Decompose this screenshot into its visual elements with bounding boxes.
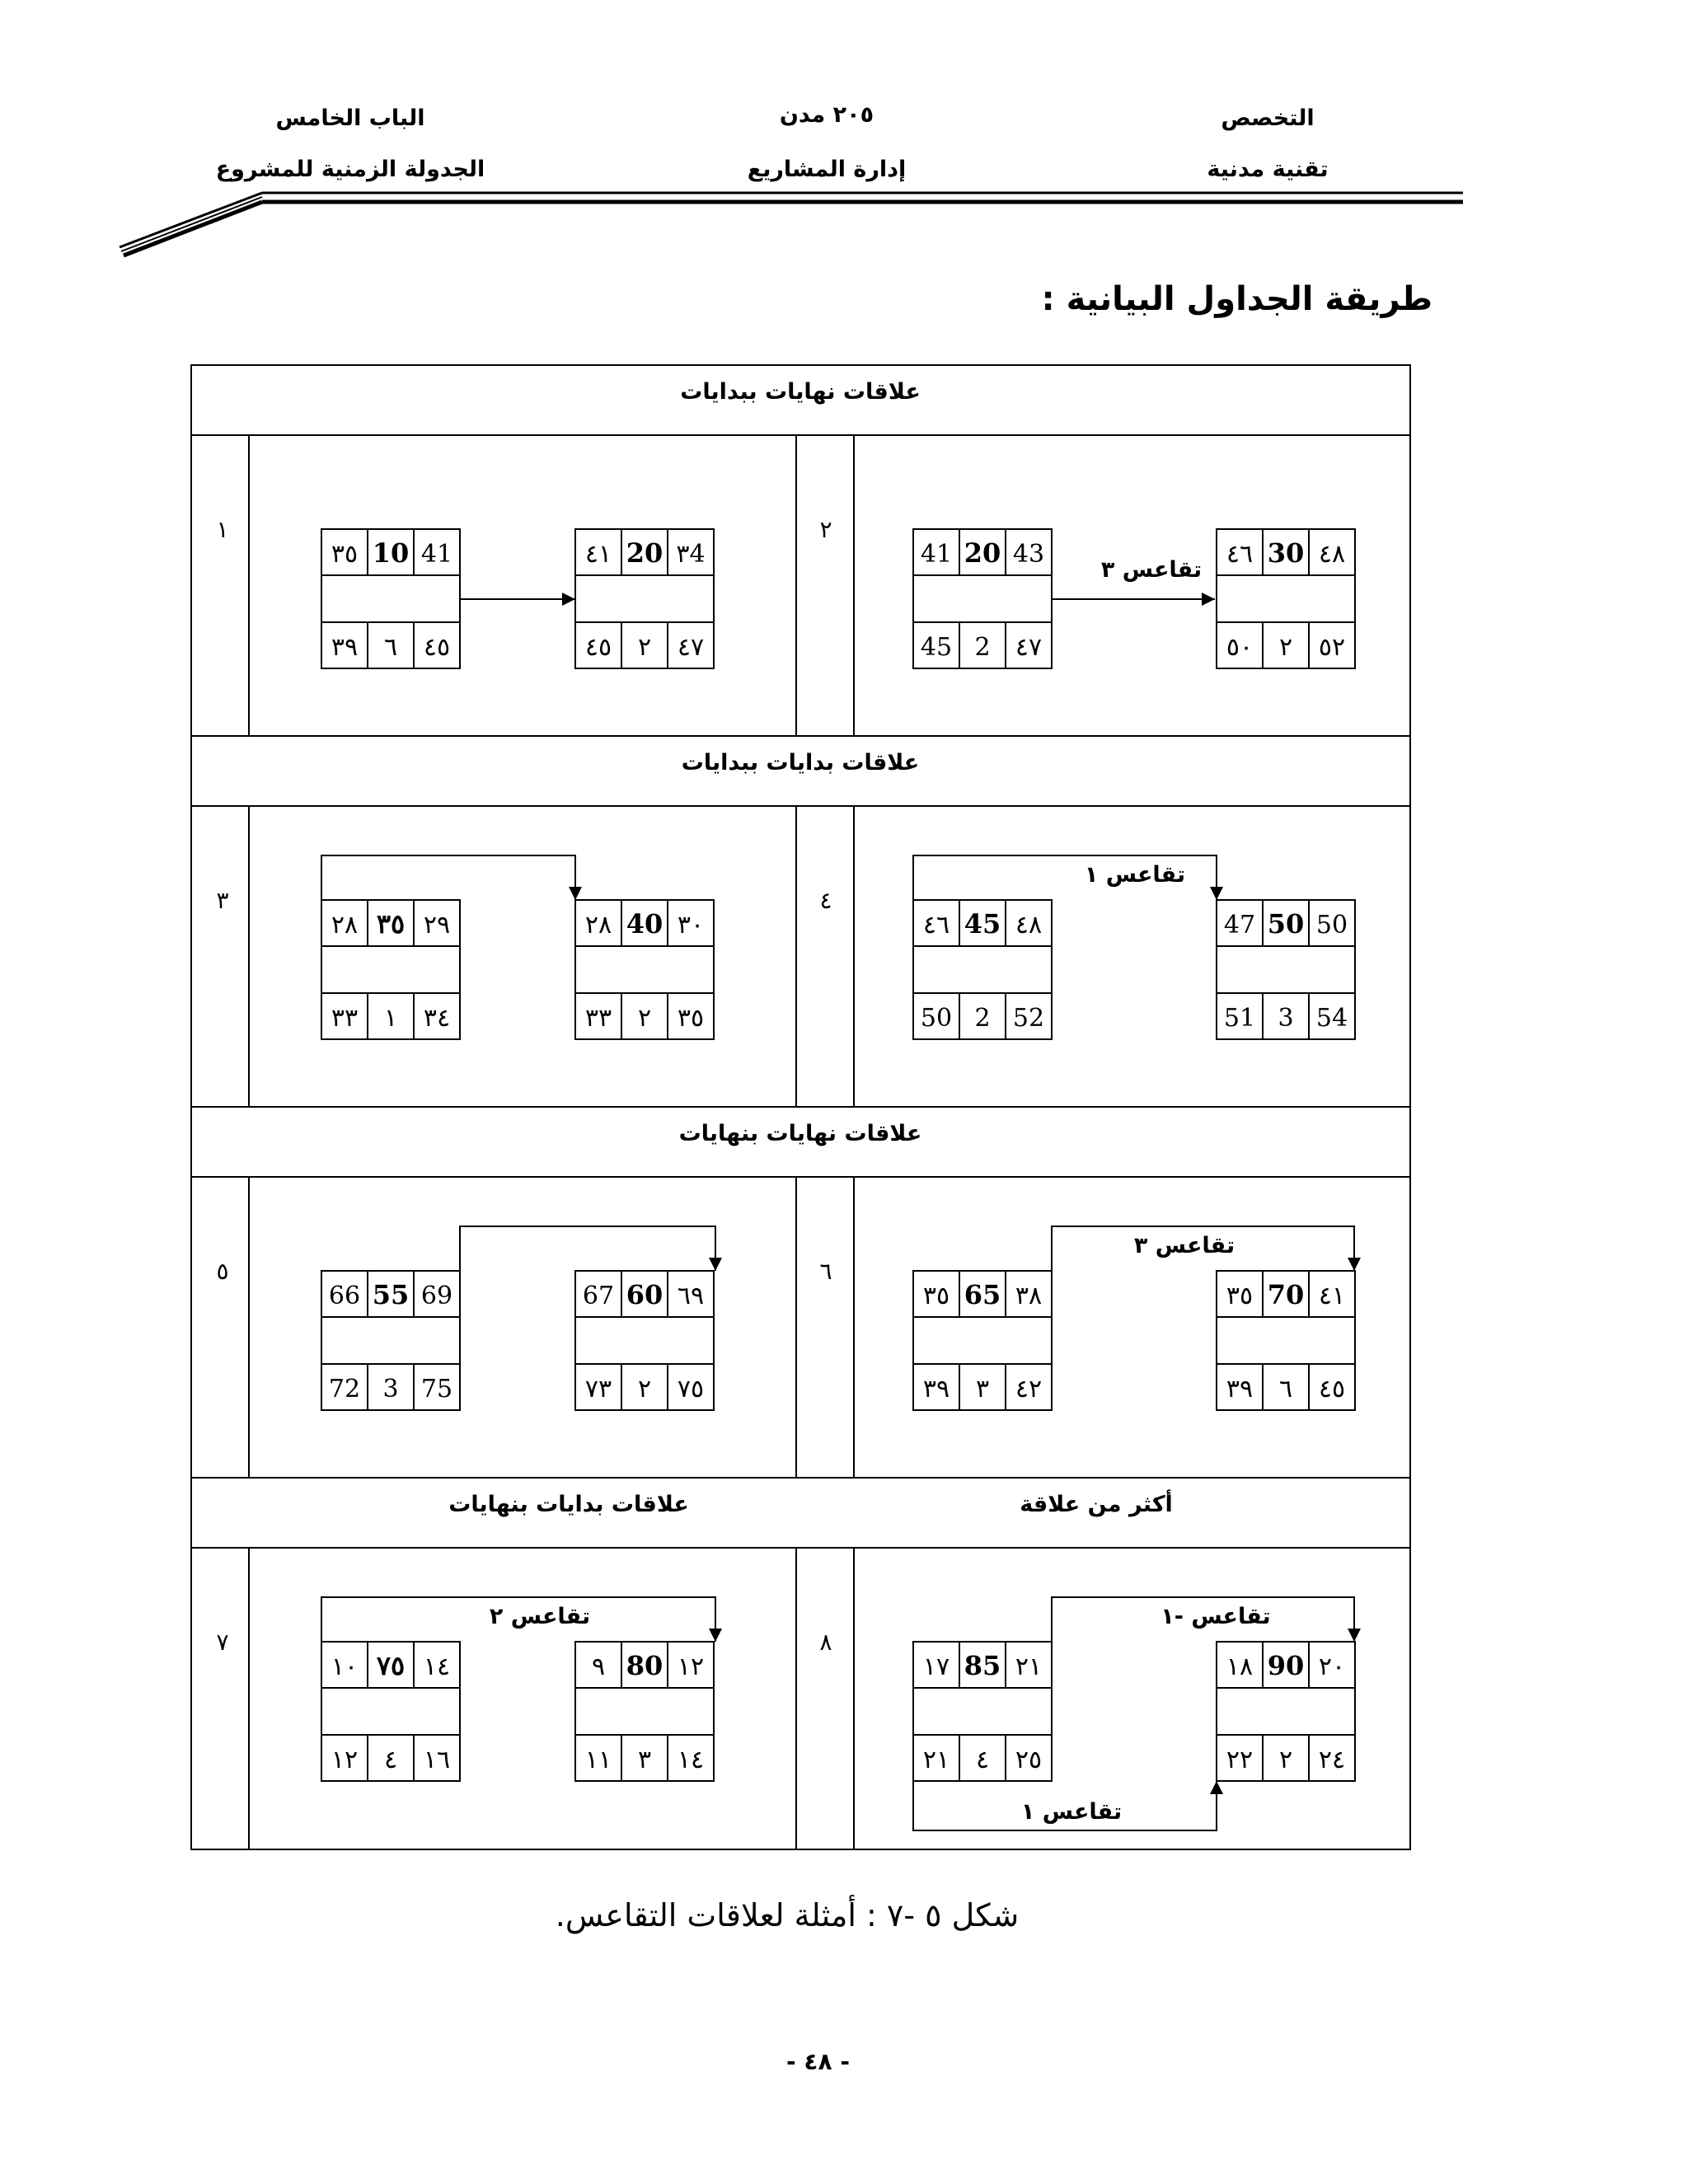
early-start: 41 xyxy=(920,540,953,569)
duration: ٣ xyxy=(637,1746,652,1774)
connector-arrow xyxy=(321,855,575,900)
activity-box xyxy=(321,529,460,668)
panel-index: ٦ xyxy=(819,1258,832,1285)
duration: ٣ xyxy=(975,1375,990,1404)
activity-id: ٧٥ xyxy=(376,1650,406,1681)
activity-id: 45 xyxy=(964,908,1001,940)
late-start: ٥٠ xyxy=(1226,633,1254,662)
activity-box xyxy=(1217,1642,1355,1781)
early-finish: 41 xyxy=(420,540,453,569)
panel-index: ١ xyxy=(216,516,229,543)
late-finish: 52 xyxy=(1012,1004,1045,1033)
activity-box xyxy=(913,1271,1052,1410)
activity-id: 90 xyxy=(1267,1650,1305,1681)
band-title-start-start: علاقات بدايات ببدايات xyxy=(681,750,920,776)
activity-box xyxy=(575,1271,714,1410)
early-start: 66 xyxy=(328,1282,361,1310)
late-finish: ٣٤ xyxy=(423,1004,451,1033)
activity-id: 20 xyxy=(964,537,1001,569)
early-finish: 50 xyxy=(1315,911,1348,940)
activity-box xyxy=(1217,529,1355,668)
activity-id: 55 xyxy=(372,1279,410,1310)
late-start: ٧٣ xyxy=(584,1375,612,1404)
panel-index: ٢ xyxy=(819,516,832,543)
duration: 2 xyxy=(974,633,991,662)
course-name: إدارة المشاريع xyxy=(747,157,907,182)
late-finish: ١٤ xyxy=(677,1746,705,1774)
early-finish: ٣4 xyxy=(676,540,706,569)
band-title-finish-start: علاقات نهايات ببدايات xyxy=(680,379,921,405)
early-finish: ٢١ xyxy=(1015,1652,1043,1681)
activity-box xyxy=(1217,1271,1355,1410)
activity-box xyxy=(913,900,1052,1039)
duration: 3 xyxy=(1278,1004,1294,1033)
early-start: ٣٥ xyxy=(331,540,359,569)
early-start: ٤٦ xyxy=(1226,540,1254,569)
activity-id: 80 xyxy=(626,1650,663,1681)
duration: 3 xyxy=(382,1375,399,1404)
header-rule xyxy=(120,193,1463,255)
activity-box xyxy=(321,900,460,1039)
activity-id: 65 xyxy=(964,1279,1001,1310)
course-code: ٢٠٥ مدن xyxy=(779,102,874,128)
activity-box xyxy=(575,1642,714,1781)
activity-box xyxy=(321,1642,460,1781)
early-start: ١٨ xyxy=(1226,1652,1254,1681)
early-finish: 69 xyxy=(420,1282,453,1310)
late-finish: ٤٧ xyxy=(1015,633,1043,662)
activity-id: 85 xyxy=(964,1650,1001,1681)
lag-label: تقاعس ١ xyxy=(1084,862,1186,888)
page-number: - ٤٨ - xyxy=(786,2048,850,2075)
early-finish: ٤٨ xyxy=(1015,911,1043,940)
late-finish: 54 xyxy=(1315,1004,1348,1033)
activity-box xyxy=(321,1271,460,1410)
duration: ٤ xyxy=(975,1746,990,1774)
duration: ٦ xyxy=(1278,1375,1293,1404)
late-start: ٣٣ xyxy=(331,1004,359,1033)
early-finish: ٤٨ xyxy=(1318,540,1346,569)
activity-box xyxy=(913,1642,1052,1781)
late-start: ١١ xyxy=(584,1746,612,1774)
duration: ٢ xyxy=(637,1004,652,1033)
late-start: 51 xyxy=(1223,1004,1256,1033)
late-finish: ٢٥ xyxy=(1015,1746,1043,1774)
late-finish: ٤٥ xyxy=(423,633,451,662)
lag-label: تقاعس ٣ xyxy=(1100,557,1203,583)
late-finish: ٤٧ xyxy=(677,633,705,662)
panel-index: ٨ xyxy=(819,1629,832,1656)
activity-box xyxy=(913,529,1052,668)
activity-id: 60 xyxy=(626,1279,663,1310)
lag-label: تقاعس ٣ xyxy=(1133,1233,1236,1258)
duration: ٢ xyxy=(1278,633,1293,662)
late-start: ٢١ xyxy=(922,1746,950,1774)
early-finish: ٤١ xyxy=(1318,1282,1346,1310)
activity-box xyxy=(1217,900,1355,1039)
late-start: ٣٩ xyxy=(922,1375,950,1404)
late-finish: ٥٢ xyxy=(1318,633,1346,662)
late-finish: ٣٥ xyxy=(677,1004,705,1033)
duration: 2 xyxy=(974,1004,991,1033)
late-finish: ٤٥ xyxy=(1318,1375,1346,1404)
connectors xyxy=(321,599,1354,1830)
late-finish: 75 xyxy=(420,1375,453,1404)
lag-label: تقاعس ٢ xyxy=(489,1604,591,1629)
band-title-start-finish: علاقات بدايات بنهايات xyxy=(448,1492,689,1517)
late-start: ٣٩ xyxy=(1226,1375,1254,1404)
early-finish: ٢٩ xyxy=(423,911,451,940)
activity-id: 50 xyxy=(1267,908,1305,940)
late-start: ٢٢ xyxy=(1226,1746,1254,1774)
late-finish: ٢٤ xyxy=(1318,1746,1346,1774)
band-title-multiple: أكثر من علاقة xyxy=(1020,1492,1173,1517)
panel-index: ٤ xyxy=(819,887,832,914)
early-start: ٤٦ xyxy=(922,911,950,940)
panel-index: ٣ xyxy=(216,887,229,914)
duration: ٤ xyxy=(383,1746,398,1774)
lag-label: تقاعس ١ xyxy=(1020,1799,1123,1825)
early-finish: ٦٩ xyxy=(677,1282,705,1310)
duration: ١ xyxy=(383,1004,398,1033)
activity-boxes xyxy=(321,529,1355,1781)
early-start: ٣٥ xyxy=(1226,1282,1254,1310)
activity-id: 20 xyxy=(626,537,663,569)
late-finish: ١٦ xyxy=(423,1746,451,1774)
late-finish: ٤٢ xyxy=(1015,1375,1043,1404)
early-start: ١٠ xyxy=(331,1652,359,1681)
section-title: طريقة الجداول البيانية : xyxy=(1041,280,1432,318)
early-finish: 43 xyxy=(1012,540,1045,569)
duration: ٢ xyxy=(1278,1746,1293,1774)
specialty-label: التخصص xyxy=(1221,105,1315,131)
late-start: ٤٥ xyxy=(584,633,612,662)
lag-label: تقاعس -١ xyxy=(1160,1604,1271,1629)
early-start: 67 xyxy=(582,1282,615,1310)
early-start: ٣٥ xyxy=(922,1282,950,1310)
early-start: ٢٨ xyxy=(584,911,612,940)
late-start: 72 xyxy=(328,1375,361,1404)
activity-id: 30 xyxy=(1267,537,1305,569)
early-start: ١٧ xyxy=(922,1652,950,1681)
chapter-label: الباب الخامس xyxy=(275,105,425,131)
early-finish: ١٤ xyxy=(423,1652,451,1681)
late-start: ١٢ xyxy=(331,1746,359,1774)
activity-id: 10 xyxy=(372,537,410,569)
late-start: 50 xyxy=(920,1004,953,1033)
early-start: 47 xyxy=(1223,911,1256,940)
late-start: ٣٩ xyxy=(331,633,359,662)
late-start: 45 xyxy=(920,633,953,662)
late-start: ٣٣ xyxy=(584,1004,612,1033)
early-start: ٢٨ xyxy=(331,911,359,940)
specialty-name: تقنية مدنية xyxy=(1207,157,1329,182)
duration: ٦ xyxy=(383,633,398,662)
early-finish: ٢٠ xyxy=(1318,1652,1346,1681)
activity-id: ٣٥ xyxy=(376,908,406,940)
early-finish: ٣٨ xyxy=(1015,1282,1043,1310)
early-finish: ٣٠ xyxy=(677,911,705,940)
panel-index: ٧ xyxy=(216,1629,229,1656)
late-finish: ٧٥ xyxy=(677,1375,705,1404)
activity-id: 40 xyxy=(626,908,663,940)
figure-caption: شكل ٥ -٧ : أمثلة لعلاقات التقاعس. xyxy=(555,1897,1020,1933)
early-finish: ١٢ xyxy=(677,1652,705,1681)
duration: ٢ xyxy=(637,1375,652,1404)
activity-box xyxy=(575,529,714,668)
chapter-title: الجدولة الزمنية للمشروع xyxy=(215,157,485,182)
panel-index: ٥ xyxy=(216,1258,229,1285)
activity-box xyxy=(575,900,714,1039)
duration: ٢ xyxy=(637,633,652,662)
early-start: ٩ xyxy=(591,1652,606,1681)
band-title-finish-finish: علاقات نهايات بنهايات xyxy=(678,1121,922,1146)
early-start: ٤١ xyxy=(584,540,612,569)
activity-id: 70 xyxy=(1267,1279,1305,1310)
